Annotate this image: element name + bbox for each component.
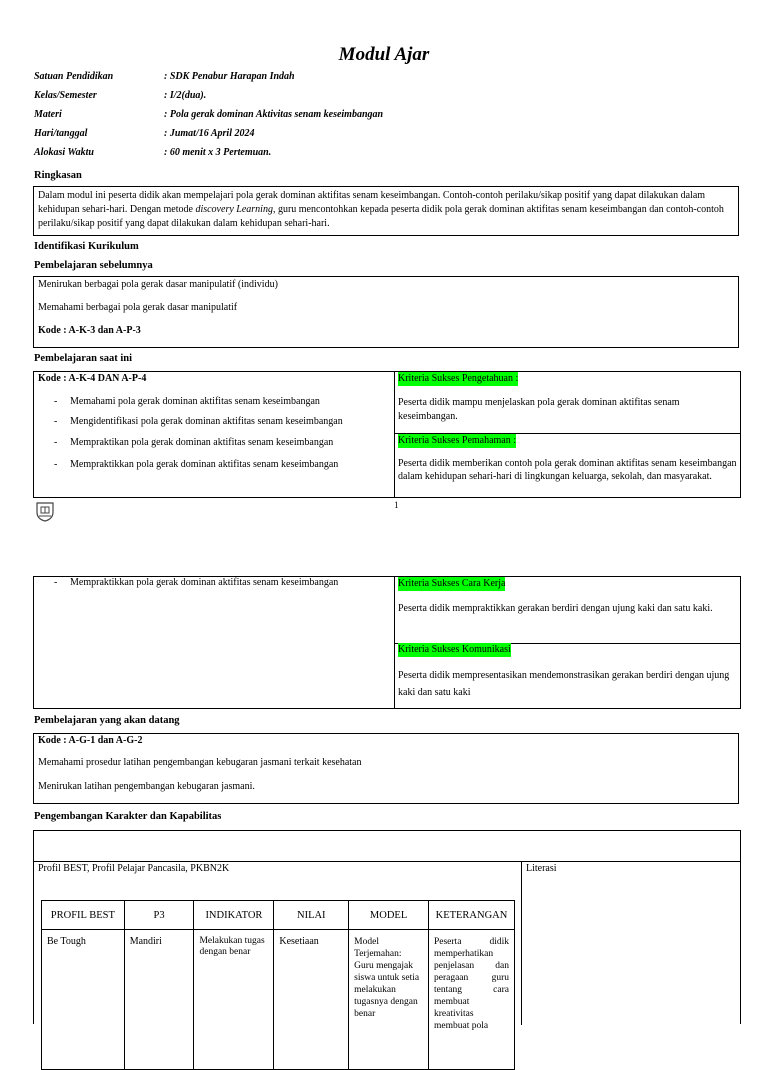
column-header: KETERANGAN [428,901,514,930]
meta-value: : SDK Penabur Harapan Indah [164,71,295,82]
column-header: PROFIL BEST [42,901,125,930]
ringkasan-text-part: , guru mencontohkan kepada peserta didik pola gerak dominan aktifitas senam keseimbangan dan contoh-contoh perilaku/sikap positif yang dapat dilakukan dalam kehidupan sehari-hari. [38,204,724,229]
school-logo-icon [34,500,56,525]
page-title: Modul Ajar [338,44,430,65]
saat-ini-table-continued: - Mempraktikkan pola gerak dominan aktifitas senam keseimbangan Kriteria Sukses Cara Kerja Peserta didik mempraktikkan gerakan berdiri dengan ujung kaki dan satu kaki. Kriteria Sukses Komunikasi Peserta didik mempresentasikan mendemonstrasikan gerakan berdiri dengan ujung kaki dan satu kaki [33,576,741,709]
meta-label: Hari/tanggal [34,128,88,139]
column-divider [394,372,395,498]
table-cell: Kesetiaan [274,930,349,1070]
profil-text: Profil BEST, Profil Pelajar Pancasila, PKBN2K [38,863,230,874]
table-header-row [42,901,515,930]
meta-value: : 60 menit x 3 Pertemuan. [164,147,272,158]
ringkasan-text-emphasis: discovery Learning [195,204,273,215]
table-row [42,930,515,1070]
kriteria-komunikasi-label: Kriteria Sukses Komunikasi [398,644,511,655]
kriteria-komunikasi-text: Peserta didik mempresentasikan mendemonstrasikan gerakan berdiri dengan ujung kaki dan satu kaki [398,670,730,698]
kriteria-pemahaman-label: Kriteria Sukses Pemahaman : [398,435,517,446]
column-header: MODEL [349,901,429,930]
sebelumnya-line: Memahami berbagai pola gerak dasar manipulatif [38,302,238,313]
kriteria-cara-kerja-text: Peserta didik mempraktikkan gerakan berdiri dengan ujung kaki dan satu kaki. [398,603,713,614]
column-header: NILAI [274,901,349,930]
page-footer-line [33,497,741,498]
meta-label: Materi [34,109,62,120]
meta-value: : Pola gerak dominan Aktivitas senam keseimbangan [164,109,384,120]
table-cell: Model Terjemahan: Guru mengajak siswa untuk setia melakukan tugasnya dengan benar [349,930,429,1070]
table-cell: Melakukan tugas dengan benar [194,930,274,1070]
column-header: INDIKATOR [194,901,274,930]
literasi-text: Literasi [526,863,557,874]
column-header: P3 [124,901,194,930]
table-cell: Mandiri [124,930,194,1070]
akan-datang-line: Memahami prosedur latihan pengembangan kebugaran jasmani terkait kesehatan [38,757,362,768]
karakter-heading: Pengembangan Karakter dan Kapabilitas [34,811,222,822]
saat-ini-heading: Pembelajaran saat ini [34,353,132,364]
akan-datang-line: Menirukan latihan pengembangan kebugaran jasmani. [38,781,255,792]
ringkasan-heading: Ringkasan [34,170,82,181]
kriteria-pengetahuan-label: Kriteria Sukses Pengetahuan : [398,373,519,384]
kriteria-cara-kerja-label: Kriteria Sukses Cara Kerja [398,578,506,589]
saat-ini-kode: Kode : A-K-4 DAN A-P-4 [38,373,147,384]
saat-ini-table: Kode : A-K-4 DAN A-P-4 - Memahami pola gerak dominan aktifitas senam keseimbangan - Mengidentifikasi pola gerak dominan aktifitas senam keseimbangan - Mempraktikan pola gerak dominan aktifitas senam keseimbangan - Mempraktikkan pola gerak dominan aktifitas senam keseimbangan Kriteria Sukses Pengetahuan : Peserta didik mampu menjelaskan pola gerak dominan aktifitas senam keseimbangan. Kriteria Sukses Pemahaman : Peserta didik memberikan contoh pola gerak dominan aktifitas senam keseimbangan dalam kehidupan sehari-hari di lingkungan keluarga, sekolah, dan masyarakat. [33,371,741,497]
kriteria-pengetahuan-text: Peserta didik mampu menjelaskan pola gerak dominan aktifitas senam keseimbangan. [398,397,680,422]
meta-label: Alokasi Waktu [34,147,94,158]
karakter-table [33,830,741,1031]
meta-value: : I/2(dua). [164,90,207,101]
identifikasi-heading: Identifikasi Kurikulum [34,241,139,252]
meta-value: : Jumat/16 April 2024 [164,128,255,139]
column-divider [521,861,522,1025]
table-cell: Be Tough [42,930,125,1070]
page-number: 1 [394,500,399,510]
sebelumnya-box [33,276,739,348]
meta-label: Satuan Pendidikan [34,71,114,82]
table-cell: Peserta didik memperhatikan penjelasan dan peragaan guru tentang cara membuat kreativitas membuat pola [428,930,514,1070]
sebelumnya-heading: Pembelajaran sebelumnya [34,260,153,271]
ringkasan-box [33,186,739,236]
profil-best-table [41,900,515,1070]
akan-datang-box [33,733,739,804]
meta-label: Kelas/Semester [34,90,97,101]
akan-datang-heading: Pembelajaran yang akan datang [34,715,180,726]
sebelumnya-kode: Kode : A-K-3 dan A-P-3 [38,325,141,336]
akan-datang-kode: Kode : A-G-1 dan A-G-2 [38,735,143,746]
ringkasan-text-part: Dalam modul ini peserta didik akan mempelajari pola gerak dominan aktifitas senam keseimbangan. Contoh-contoh perilaku/sikap positif yang dapat dilakukan dalam kehidupan sehari-hari. Dengan metode [38,190,706,215]
sebelumnya-line: Menirukan berbagai pola gerak dasar manipulatif (individu) [38,279,278,290]
kriteria-pemahaman-text: Peserta didik memberikan contoh pola gerak dominan aktifitas senam keseimbangan dalam kehidupan sehari-hari di lingkungan keluarga, sekolah, dan masyarakat. [398,458,737,482]
ringkasan-text [38,189,734,231]
